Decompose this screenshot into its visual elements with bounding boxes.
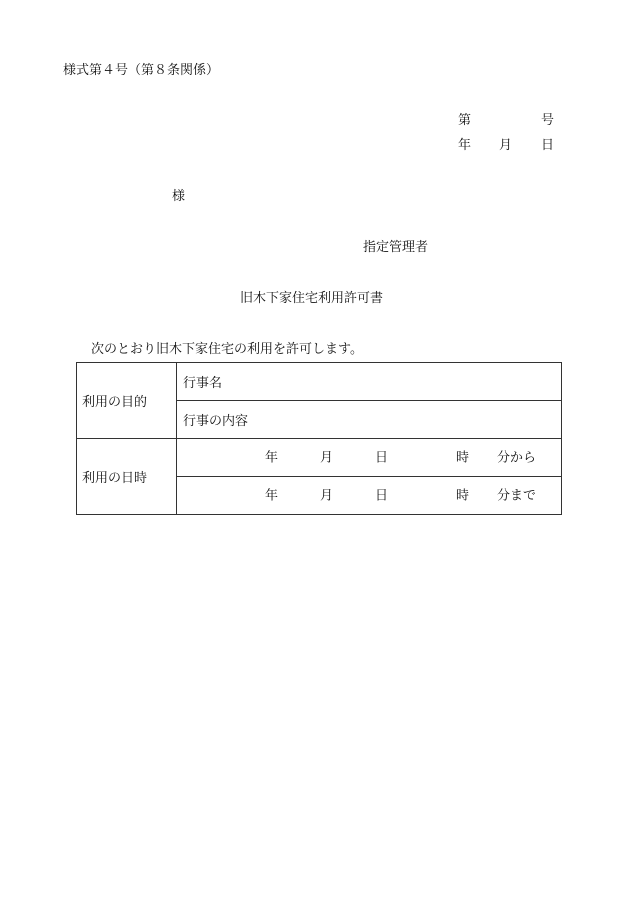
end-minute: 分まで xyxy=(497,488,537,503)
issue-date-day: 日 xyxy=(541,138,555,153)
intro-text: 次のとおり旧木下家住宅の利用を許可します。 xyxy=(91,342,363,357)
end-year: 年 xyxy=(265,488,279,503)
end-day: 日 xyxy=(375,488,389,503)
issue-date-year: 年 xyxy=(458,138,472,153)
start-hour: 時 xyxy=(456,450,470,465)
usage-table xyxy=(76,362,562,515)
purpose-label: 利用の目的 xyxy=(77,363,177,439)
end-hour: 時 xyxy=(456,488,470,503)
table-row xyxy=(77,439,562,477)
end-datetime-field xyxy=(177,477,562,515)
document-number-suffix: 号 xyxy=(541,113,555,128)
end-month: 月 xyxy=(320,488,334,503)
document-number-prefix: 第 xyxy=(458,113,472,128)
form-number: 様式第４号（第８条関係） xyxy=(63,63,220,78)
event-content-field: 行事の内容 xyxy=(177,401,562,439)
start-year: 年 xyxy=(265,450,279,465)
start-month: 月 xyxy=(320,450,334,465)
document-title: 旧木下家住宅利用許可書 xyxy=(240,291,384,306)
issue-date-month: 月 xyxy=(499,138,513,153)
start-minute: 分から xyxy=(497,450,537,465)
issuer-label: 指定管理者 xyxy=(363,240,429,255)
datetime-label: 利用の日時 xyxy=(77,439,177,515)
event-name-field: 行事名 xyxy=(177,363,562,401)
table-row xyxy=(77,363,562,401)
start-datetime-field xyxy=(177,439,562,477)
start-day: 日 xyxy=(375,450,389,465)
addressee-honorific: 様 xyxy=(172,189,186,204)
